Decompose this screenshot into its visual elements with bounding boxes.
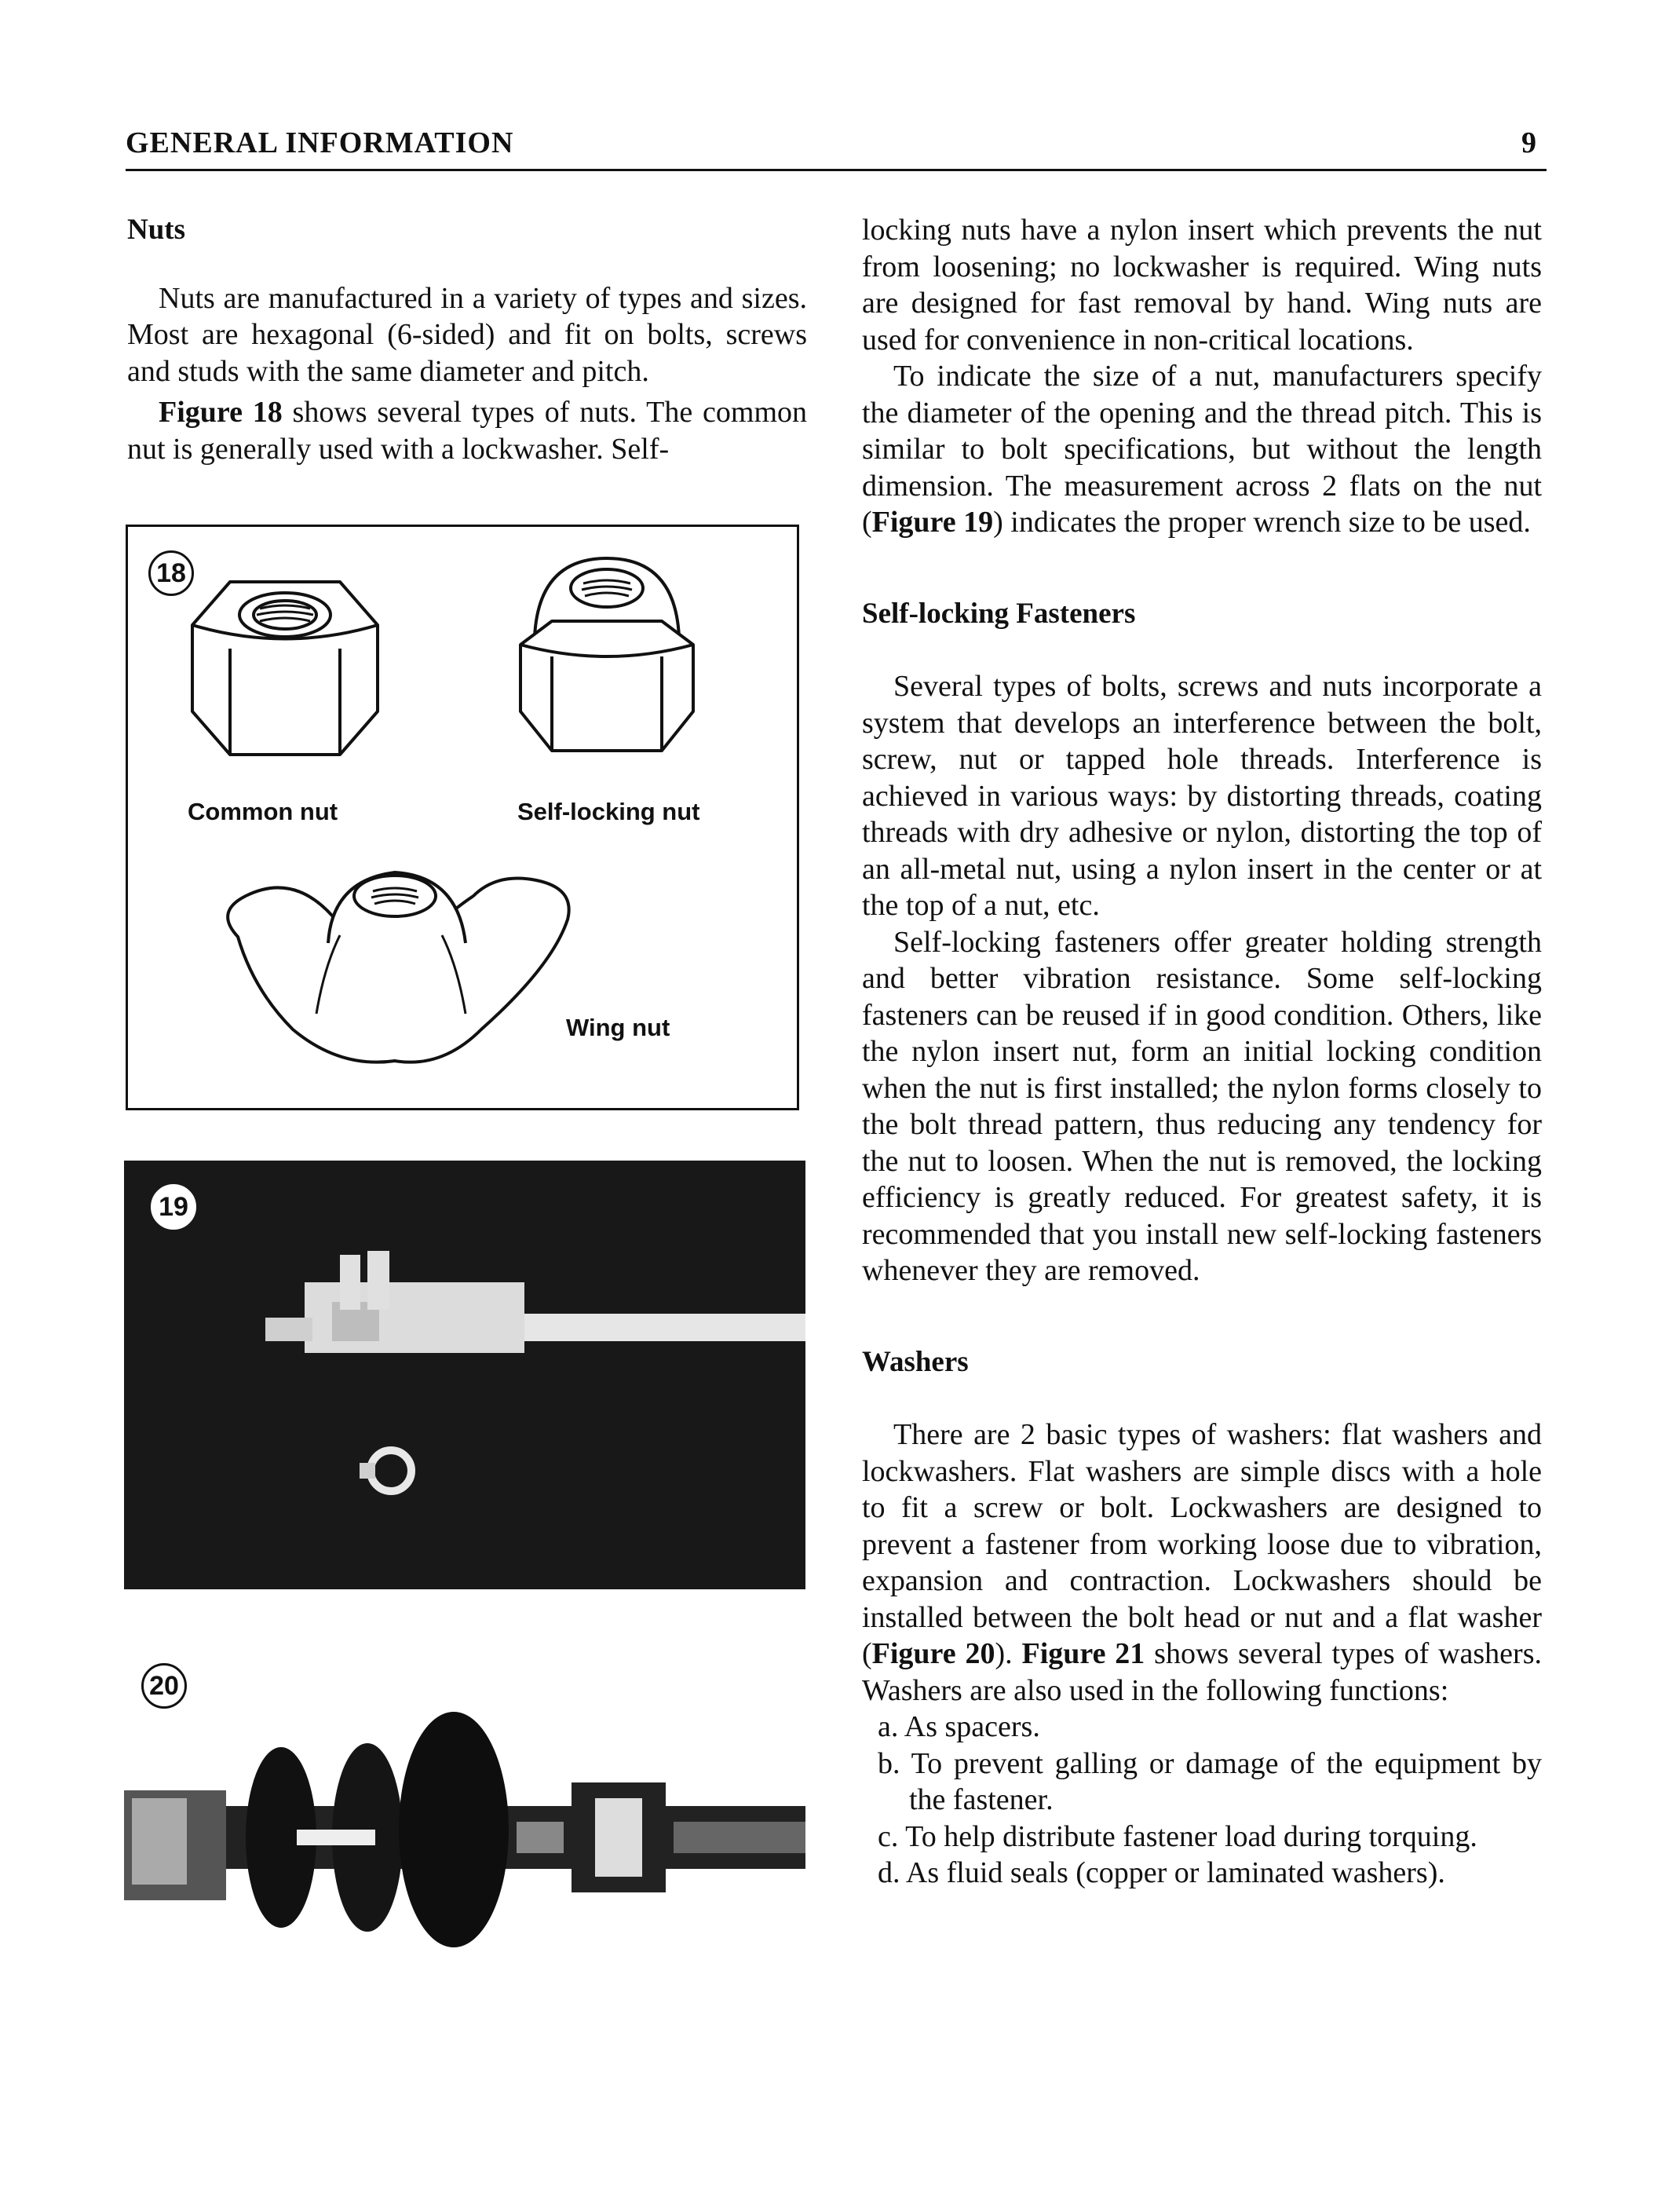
common-nut-drawing [192, 582, 378, 755]
running-header: GENERAL INFORMATION [126, 126, 514, 159]
paragraph: locking nuts have a nylon insert which prevents the nut from loosening; no lockwasher is required. Wing nuts are designed for fast removal by hand. Wing nuts are used for convenience in non-critical locations. [862, 214, 1542, 356]
label-common-nut: Common nut [188, 798, 338, 825]
figure-19-photo-caliper [124, 1161, 805, 1589]
label-wing-nut: Wing nut [566, 1014, 670, 1041]
bolt-washer-photo [124, 1712, 805, 1947]
self-locking-nut-drawing [520, 558, 693, 751]
list-item: a. As spacers. [878, 1710, 1040, 1743]
figure-18-nut-types [126, 525, 799, 1110]
paragraph: There are 2 basic types of washers: flat washers and lockwashers. Flat washers are simple discs with a hole to fit a screw or bolt. Lockwashers are designed to prevent a fastener from working loose due to vibration, expansion and contraction. Lockwashers should be installed between the bolt head or nut and a flat washer (Figure 20). Figure 21 shows several types of washers. Washers are also used in the following functions: [862, 1418, 1542, 1707]
figure-reference: Figure 19 [871, 506, 994, 539]
figure-20-number-wrap [141, 1663, 187, 1709]
paragraph: Figure 18 shows several types of nuts. The common nut is generally used with a lockwasher. Self- [127, 396, 808, 466]
paragraph: To indicate the size of a nut, manufacturers specify the diameter of the opening and the thread pitch. This is similar to bolt specifications, but without the length dimension. The measurement across 2 flats on the nut (Figure 19) indicates the proper wrench size to be used. [862, 360, 1542, 539]
paragraph: Nuts are manufactured in a variety of types and sizes. Most are hexagonal (6-sided) and fit on bolts, screws and studs with the same diameter and pitch. [127, 281, 807, 388]
list-item: d. As fluid seals (copper or laminated washers). [878, 1856, 1445, 1889]
label-self-locking-nut: Self-locking nut [517, 798, 700, 825]
paragraph: Self-locking fasteners offer greater holding strength and better vibration resistance. Some self-locking fasteners can be reused if in good condition. Others, like the nylon insert nut, form an initial locking condition when the nut is first installed; the nylon forms closely to the bolt thread pattern, thus reducing any tendency for the nut to loosen. When the nut is removed, the locking efficiency is greatly reduced. For greatest safety, it is recommended that you install new self-locking fasteners whenever they are removed. [862, 925, 1542, 1287]
figure-number-badge: 20 [141, 1663, 187, 1709]
page-number: 9 [1521, 126, 1536, 159]
section-heading-nuts: Nuts [127, 214, 186, 246]
header-rule [126, 169, 1547, 171]
figure-reference: Figure 20 [871, 1637, 995, 1670]
figure-number-badge: 19 [151, 1184, 196, 1230]
caliper-photo [124, 1161, 805, 1589]
figure-reference: Figure 18 [159, 396, 283, 429]
section-heading-self-locking: Self-locking Fasteners [862, 597, 1136, 630]
left-column [127, 212, 807, 467]
figure-number-badge: 18 [148, 550, 194, 596]
section-heading-washers: Washers [862, 1345, 969, 1378]
list-item: b. To prevent galling or damage of the equipment by the fastener. [878, 1746, 1542, 1816]
figure-reference: Figure 21 [1021, 1637, 1145, 1670]
right-column [862, 212, 1542, 1892]
wing-nut-drawing [228, 872, 569, 1062]
figure-20-photo-bolt-washers [124, 1712, 805, 1947]
list-item: c. To help distribute fastener load during torquing. [878, 1819, 1477, 1853]
paragraph: Several types of bolts, screws and nuts incorporate a system that develops an interference between the bolt, screw, nut or tapped hole threads. Interference is achieved in various ways: by distorting threads, coating threads with dry adhesive or nylon, distorting the top of an all-metal nut, using a nylon insert in the center or at the top of a nut, etc. [862, 670, 1542, 922]
